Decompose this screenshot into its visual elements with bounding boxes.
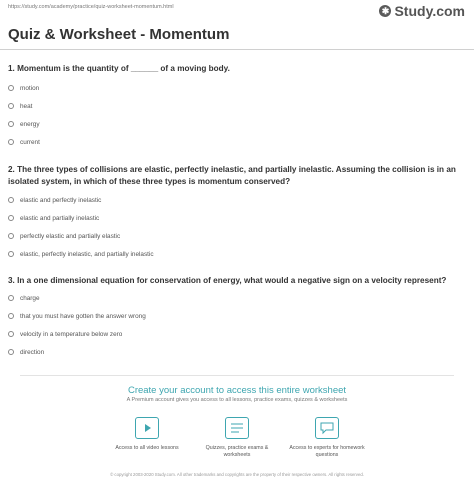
cta-title-link[interactable]: Create your account to access this entire worksheet [127, 385, 347, 396]
radio-icon[interactable] [8, 233, 14, 239]
study-com-logo[interactable] [379, 4, 465, 18]
quiz-worksheet-icon [225, 417, 249, 439]
option-label: direction [20, 348, 45, 356]
option[interactable] [8, 133, 308, 151]
radio-icon[interactable] [8, 85, 14, 91]
option[interactable] [8, 307, 308, 325]
option-label: elastic, perfectly inelastic, and partially inelastic [20, 250, 154, 258]
option-label: elastic and partially inelastic [20, 214, 100, 222]
question-3: 3. In a one dimensional equation for conservation of energy, what would a negative sign on a velocity represent? [8, 276, 447, 285]
option[interactable] [8, 79, 308, 97]
option[interactable] [8, 115, 308, 133]
copyright-footer: © copyright 2003-2020 Study.com. All other trademarks and copyrights are the property of their respective owners. All rights reserved. [110, 472, 364, 477]
option-label: perfectly elastic and partially elastic [20, 232, 121, 240]
option-label: current [20, 138, 40, 146]
radio-icon[interactable] [8, 331, 14, 337]
option-label: heat [20, 102, 33, 110]
feature-experts [282, 417, 372, 459]
option[interactable] [8, 209, 308, 227]
option[interactable] [8, 97, 308, 115]
option-label: motion [20, 84, 40, 92]
cta-subtitle: A Premium account gives you access to all lessons, practice exams, quizzes & worksheets [126, 397, 348, 403]
radio-icon[interactable] [8, 197, 14, 203]
title-divider [0, 49, 474, 50]
feature-video-lessons [102, 417, 192, 452]
chat-experts-icon [315, 417, 339, 439]
cta-divider [20, 375, 454, 376]
option[interactable] [8, 325, 308, 343]
feature-quizzes [192, 417, 282, 459]
option[interactable] [8, 343, 308, 361]
radio-icon[interactable] [8, 349, 14, 355]
logo-mark-icon: ✱ [379, 5, 391, 17]
radio-icon[interactable] [8, 103, 14, 109]
radio-icon[interactable] [8, 295, 14, 301]
option-label: that you must have gotten the answer wrong [20, 312, 146, 320]
feature-label: Quizzes, practice exams & worksheets [205, 445, 269, 458]
radio-icon[interactable] [8, 215, 14, 221]
option-label: velocity in a temperature below zero [20, 330, 123, 338]
feature-label: Access to all video lessons [115, 445, 179, 451]
option[interactable] [8, 245, 308, 263]
question-1-options [8, 79, 308, 151]
radio-icon[interactable] [8, 139, 14, 145]
page-title: Quiz & Worksheet - Momentum [8, 26, 230, 43]
option-label: elastic and perfectly inelastic [20, 196, 102, 204]
option-label: energy [20, 120, 40, 128]
feature-label: Access to experts for homework questions [289, 445, 365, 458]
option-label: charge [20, 294, 40, 302]
radio-icon[interactable] [8, 121, 14, 127]
logo-text: Study.com [394, 3, 465, 19]
radio-icon[interactable] [8, 313, 14, 319]
option[interactable] [8, 191, 308, 209]
question-2: 2. The three types of collisions are elastic, perfectly inelastic, and partially inelastic. Assuming the collision is in an isolated system, in which of these three types is momentum conserved? [8, 165, 456, 186]
option[interactable] [8, 227, 308, 245]
video-play-icon [135, 417, 159, 439]
option[interactable] [8, 289, 308, 307]
question-1: 1. Momentum is the quantity of ______ of a moving body. [8, 64, 230, 73]
question-3-options [8, 289, 308, 361]
question-2-options [8, 191, 308, 263]
page-url: https://study.com/academy/practice/quiz-worksheet-momentum.html [8, 4, 174, 10]
radio-icon[interactable] [8, 251, 14, 257]
